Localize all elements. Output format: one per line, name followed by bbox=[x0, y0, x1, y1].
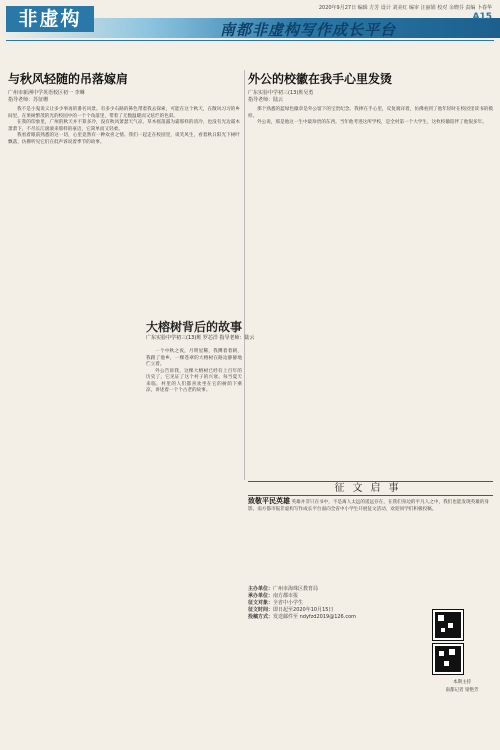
dateline: 2020年9月27日 编辑 方芳 设计 刘美红 编审 汪丽娟 校对 余晓芬 责编 卜春华 bbox=[318, 5, 492, 11]
article-body bbox=[146, 349, 242, 395]
page-number: A15 bbox=[472, 12, 492, 22]
header-rule bbox=[6, 40, 494, 41]
column-heading: 征文启事 bbox=[248, 481, 493, 495]
article-teacher: 指导老师：陆云 bbox=[219, 335, 255, 341]
article-school: 广东实验中学初三(13)班吴勇 bbox=[248, 90, 314, 96]
info-row: 征文对象：全省中小学生 bbox=[248, 600, 304, 606]
section-masthead: 非虚构 bbox=[6, 6, 94, 32]
info-row: 征文时间：即日起至2020年10月15日 bbox=[248, 607, 334, 613]
poster-text: 英雄并非只在书中，不是离人太远的遥远存在，在我们身边的平凡人之中，我们也能发现英雄的身影。南方都市报非虚构写作成长平台面向全省中小学生开展征文活动，欢迎同学们积极投稿。 bbox=[248, 500, 490, 512]
article-teacher: 指导老师：陆云 bbox=[248, 97, 284, 103]
call-for-papers bbox=[248, 498, 493, 513]
info-row: 承办单位：南方都市报 bbox=[248, 593, 299, 599]
article-byline-banyan bbox=[146, 334, 254, 341]
contest-info bbox=[248, 586, 418, 621]
paragraph: 那个熟悉的蓝绿色徽章是外公留下的宝贵纪念。我捧在手心里，反复端详着，仿佛看到了他年轻时在校园里读书的模样。 bbox=[248, 107, 493, 119]
paragraph: 我看着眼前熟悉的这一切，心里竟然有一种欢喜之情。我们一起走在校园里，谈笑风生，看着秋日阳光下树叶飘落，仿佛听见它们在低声诉说着季节的故事。 bbox=[8, 133, 240, 145]
article-autumn bbox=[8, 70, 240, 146]
paragraph: 在我的印象里，广州的秋天并不算多冷，没有秋风萧瑟天气凉，草木摇落露为霜那样的清冷，也没有光边霜木萧萧下，不尽长江滚滚来那样的豪迈，它简单而又轻柔。 bbox=[8, 120, 240, 132]
qr-codes bbox=[432, 610, 492, 693]
article-body bbox=[8, 107, 240, 146]
platform-title: 南都非虚构写作成长平台 bbox=[220, 21, 397, 39]
paragraph: 外公告诉我，这棵大榕树已经有上百年的历史了，它见证了这个村子的兴衰。每当夏天来临，村里的人们都喜欢坐在它的树荫下乘凉，讲述着一个个古老的故事。 bbox=[146, 368, 242, 393]
article-title: 与秋风轻随的吊落嫁肩 bbox=[8, 72, 129, 86]
article-badge bbox=[248, 70, 493, 127]
article-school: 广州市新洲中学英语校区初一 李琳 bbox=[8, 90, 85, 96]
paragraph: 一个中秋之夜，月明星稀，我蹲着着朝，我跟了他乡，一棵苍翠的大榕树在路边静静地伫立着。 bbox=[146, 349, 242, 367]
info-row: 主办单位：广州市海珠区教育局 bbox=[248, 586, 319, 592]
article-title-banyan: 大榕树背后的故事 bbox=[146, 320, 243, 334]
article-school: 广东实验中学初三(13)班 罗芯洋 bbox=[146, 335, 218, 341]
info-row: 投稿方式：发送邮件至 ndyfzd2019@126.com bbox=[248, 614, 357, 620]
host-label: 本期主持 bbox=[453, 680, 471, 685]
poster-title: 致敬平民英雄 bbox=[248, 497, 290, 505]
column-divider bbox=[244, 70, 245, 480]
article-title: 外公的校徽在我手心里发烫 bbox=[248, 72, 393, 86]
paragraph: 外公说，那是他这一生中最珍贵的东西。当年他考进这所学校，是全村第一个大学生，这枚校徽陪伴了他很多年。 bbox=[257, 120, 487, 125]
article-banyan bbox=[146, 345, 242, 395]
host-reporter: 南都记者 梁艳芳 bbox=[445, 688, 479, 693]
qr-code-icon[interactable] bbox=[433, 644, 463, 674]
article-teacher: 指导老师：苏征珊 bbox=[8, 97, 49, 103]
paragraph: 我不是小鬼说义让多少事再的番名风景。有多少石路的鼻色带着我去探索，可能在这个秋天，在散风习习的乡间里，在果树繁茂的光的校园中的一个个角落里，带着了无数温暖而又炫烂的色彩。 bbox=[8, 107, 240, 119]
qr-code-icon[interactable] bbox=[433, 610, 463, 640]
article-body bbox=[248, 107, 493, 127]
